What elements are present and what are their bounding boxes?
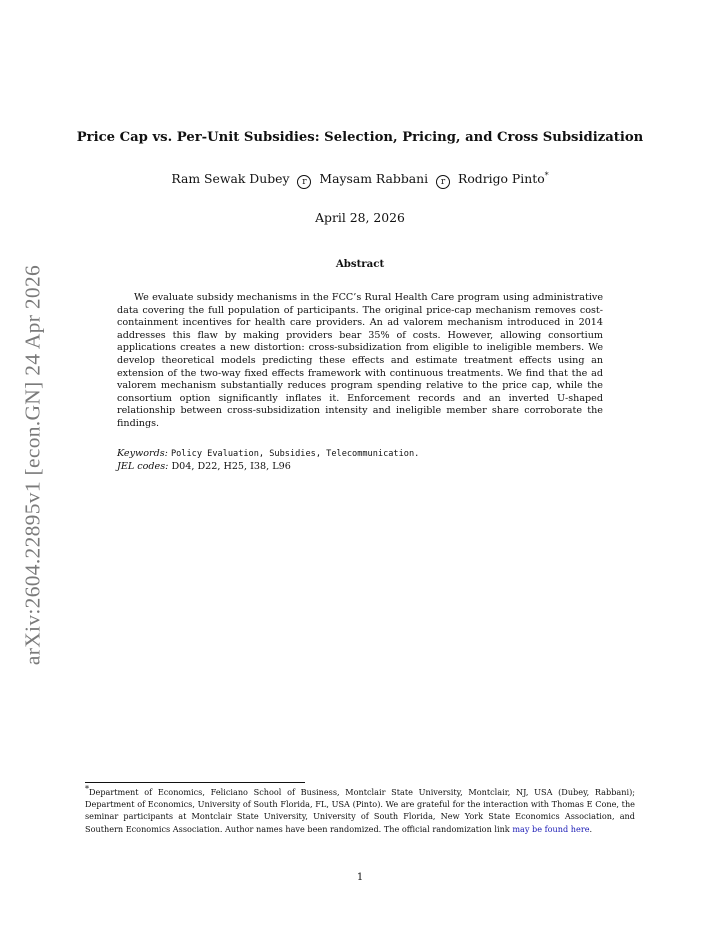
footnote-marker[interactable]: * [544, 170, 549, 180]
keywords-label: Keywords: [117, 448, 168, 459]
footnote-text: Department of Economics, Feliciano School of Business, Montclair State University, Montclair, NJ, USA (Dubey, Rabbani); Department of Economics, University of South Florida, FL, USA (Pinto). We are grateful for the interaction with Thomas E Cone, the seminar participants at Montclair State University, University of South Florida, New York State Economics Association, and Southern Economics Association. Author names have been randomized. The official randomization link [85, 787, 635, 834]
jel-codes-line [117, 461, 603, 474]
randomization-link[interactable]: may be found here [512, 823, 590, 834]
footnote-end: . [589, 823, 593, 834]
footnote-marker: * [85, 784, 89, 794]
paper-title: Price Cap vs. Per-Unit Subsidies: Selection, Pricing, and Cross Subsidization [76, 130, 644, 145]
arxiv-stamp: arXiv:2604.22895v1 [econ.GN] 24 Apr 2026 [20, 264, 45, 666]
jel-codes-label: JEL codes: [117, 461, 169, 472]
footnote [85, 786, 635, 835]
author-name-3: Rodrigo Pinto [458, 171, 545, 186]
abstract-text: We evaluate subsidy mechanisms in the FCC’s Rural Health Care program using administrative data covering the full population of participants. The original price-cap mechanism removes cost-containment incentives for health care providers. An ad valorem mechanism introduced in 2014 addresses this flaw by making providers bear 35% of costs. However, allowing consortium applications creates a new distortion: cross-subsidization from eligible to ineligible members. We develop theoretical models predicting these effects and estimate treatment effects using an extension of the two-way fixed effects framework with continuous treatments. We find that the ad valorem mechanism substantially reduces program spending relative to the price cap, while the consortium option significantly inflates it. Enforcement records and an inverted U-shaped relationship between cross-subsidization intensity and ineligible member share corroborate the findings. [117, 292, 603, 429]
randomization-mark-icon: r [297, 175, 311, 189]
footnote-divider [85, 782, 305, 783]
author-list [60, 171, 660, 189]
keywords-list: Policy Evaluation, Subsidies, Telecommunication. [170, 449, 420, 459]
paper-date: April 28, 2026 [315, 210, 405, 225]
page-number: 1 [356, 872, 364, 883]
author-name-1: Ram Sewak Dubey [171, 171, 290, 186]
keywords-line [117, 448, 603, 461]
author-name-2: Maysam Rabbani [319, 171, 429, 186]
randomization-mark-icon: r [436, 175, 450, 189]
jel-codes-list: D04, D22, H25, I38, L96 [171, 461, 291, 472]
abstract-heading: Abstract [335, 258, 385, 270]
